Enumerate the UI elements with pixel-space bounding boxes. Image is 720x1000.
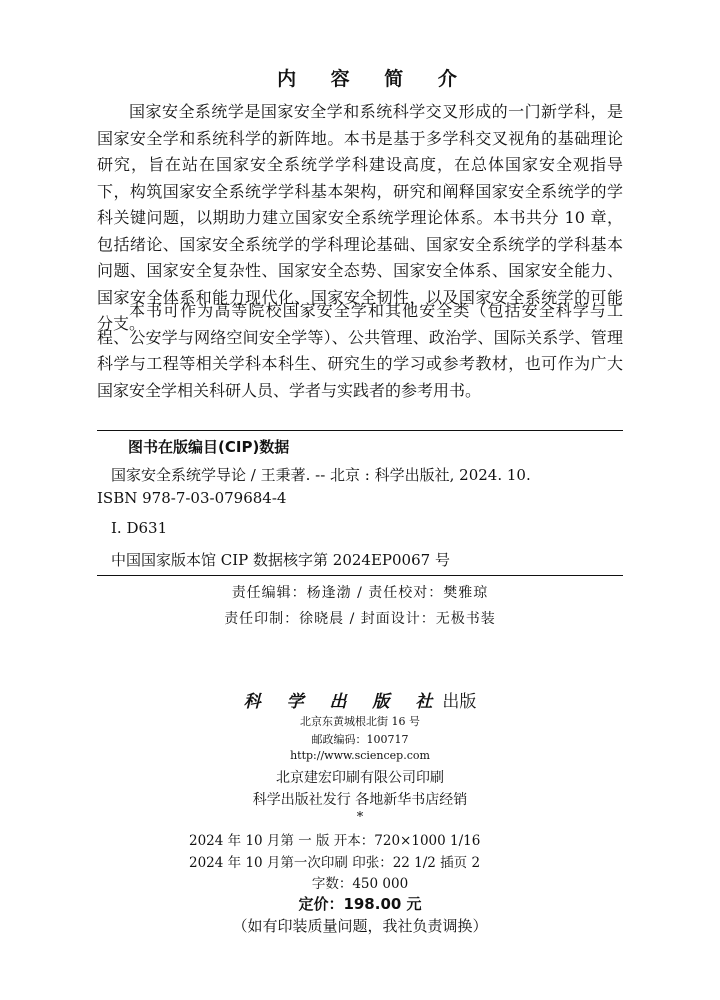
cip-record-number: 中国国家版本馆 CIP 数据核字第 2024EP0067 号	[111, 551, 450, 569]
cip-heading: 图书在版编目(CIP)数据	[128, 438, 290, 456]
publisher-logo-text: 科 学 出 版 社	[243, 692, 443, 712]
divider-bottom	[97, 575, 623, 576]
production-credits: 责任印制：徐晓晨 / 封面设计：无极书装	[224, 611, 496, 627]
separator-star: *	[356, 810, 364, 825]
intro-paragraph-1-text: 国家安全系统学是国家安全学和系统科学交叉形成的一门新学科，是国家安全学和系统科学的新阵地。本书是基于多学科交叉视角的基础理论研究，旨在站在国家安全系统学学科建设高度，在总体国家安全观指导下，构筑国家安全系统学学科基本架构，研究和阐释国家安全系统学的学科关键问题，以期助力建立国家安全系统学理论体系。本书共分 10 章，包括绪论、国家安全系统学的学科理论基础、国家安全系统学的学科基本问题、国家安全复杂性、国家安全态势、国家安全体系、国家安全能力、国家安全体系和能力现代化、国家安全韧性，以及国家安全系统学的可能分支。	[97, 102, 623, 333]
quality-notice: （如有印装质量问题，我社负责调换）	[232, 917, 488, 935]
distribution-line: 科学出版社发行 各地新华书店经销	[252, 792, 468, 808]
editor-credits: 责任编辑：杨逢渤 / 责任校对：樊雅琼	[231, 585, 489, 601]
section-title: 内 容 简 介	[277, 68, 471, 90]
divider-top	[97, 430, 623, 431]
publisher-website: http://www.sciencep.com	[290, 749, 430, 762]
cip-classification: Ⅰ. D631	[111, 519, 168, 537]
intro-paragraph-2-text: 本书可作为高等院校国家安全学和其他安全类（包括安全科学与工程、公安学与网络空间安全学等）、公共管理、政治学、国际关系学、管理科学与工程等相关学科本科生、研究生的学习或参考教材，也可作为广大国家安全学相关科研人员、学者与实践者的参考用书。	[97, 301, 623, 400]
publisher-suffix: 出版	[442, 692, 477, 712]
price: 定价：198.00 元	[298, 895, 422, 913]
printing-and-sheets: 2024 年 10 月第一次印刷 印张：22 1/2 插页 2	[189, 855, 481, 871]
word-count: 字数：450 000	[311, 876, 409, 892]
intro-paragraph-2	[97, 298, 623, 404]
edition-and-format: 2024 年 10 月第 一 版 开本：720×1000 1/16	[189, 833, 481, 849]
publisher-line	[0, 687, 720, 712]
publisher-postcode: 邮政编码：100717	[311, 733, 409, 746]
printer-line: 北京建宏印刷有限公司印刷	[276, 770, 444, 786]
cip-bibliographic-line: 国家安全系统学导论 / 王秉著. -- 北京 : 科学出版社, 2024. 10.	[111, 466, 531, 484]
publisher-address: 北京东黄城根北街 16 号	[300, 715, 420, 728]
cip-isbn: ISBN 978-7-03-079684-4	[97, 489, 287, 507]
